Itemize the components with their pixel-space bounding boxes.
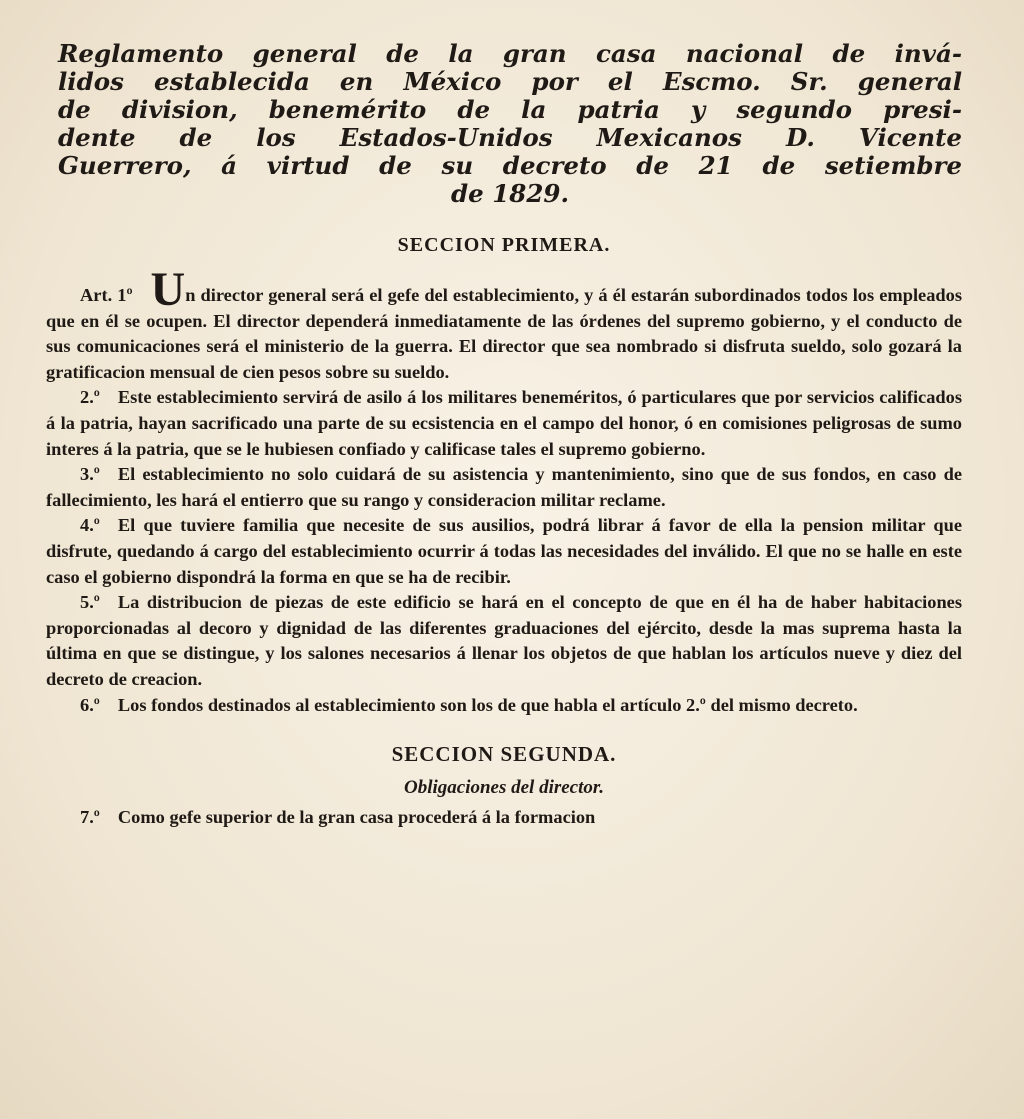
article-text: Los fondos destinados al establecimiento son los de que habla el artículo 2.º del mismo decreto. (117, 694, 858, 715)
article-6 (46, 693, 962, 719)
title-line: lidos establecida en México por el Escmo. Sr. general (58, 67, 962, 96)
article-number: Art. 1º (80, 285, 133, 305)
title-line: Reglamento general de la gran casa nacional de invá- (58, 39, 962, 68)
article-number: 3.º (80, 464, 100, 485)
article-5 (46, 590, 962, 692)
section-heading: SECCION SEGUNDA. (391, 742, 617, 767)
section-heading: SECCION PRIMERA. (397, 234, 611, 256)
article-text: El que tuviere familia que necesite de sus ausilios, podrá librar á favor de ella la pension militar que disfrute, quedando á cargo del establecimiento ocurrir á todas las necesidades del inválido. El que no se halle en este caso el gobierno dispondrá la forma en que se ha de recibir. (46, 515, 962, 587)
title-line: Guerrero, á virtud de su decreto de 21 de setiembre (58, 151, 962, 180)
drop-cap: U (150, 263, 186, 316)
article-text: n director general será el gefe del establecimiento, y á él estarán subordinados todos los empleados que en él se ocupen. El director dependerá inmediatamente de las órdenes del supremo gobierno, y el conducto de sus comunicaciones será el ministerio de la guerra. El director que sea nombrado si disfruta sueldo, solo gozará la gratificacion mensual de cien pesos sobre su sueldo. (46, 285, 962, 382)
article-number: 7.º (80, 807, 100, 828)
article-4 (46, 513, 962, 590)
title-line: de division, benemérito de la patria y segundo presi- (58, 95, 962, 124)
article-text: Como gefe superior de la gran casa procederá á la formacion (117, 807, 596, 828)
article-text: El establecimiento no solo cuidará de su asistencia y mantenimiento, sino que de sus fondos, en caso de fallecimiento, les hará el entierro que su rango y consideracion militar reclame. (46, 464, 962, 510)
article-number: 6.º (80, 694, 100, 715)
section-subheading: Obligaciones del director. (403, 777, 604, 799)
article-7 (46, 807, 962, 828)
article-number: 4.º (80, 515, 100, 536)
title-line: de 1829. (451, 179, 569, 208)
article-1 (46, 263, 962, 385)
article-3 (46, 462, 962, 513)
article-number: 2.º (80, 387, 100, 408)
document-title (58, 40, 962, 208)
article-text: La distribucion de piezas de este edificio se hará en el concepto de que en él ha de haber habitaciones proporcionadas al decoro y dignidad de las diferentes graduaciones del ejército, desde la mas suprema hasta la última en que se distingue, y los salones necesarios á llenar los objetos de que hablan los artículos nueve y diez del decreto de creacion. (46, 592, 962, 689)
article-2 (46, 385, 962, 462)
title-line: dente de los Estados-Unidos Mexicanos D. Vicente (58, 123, 962, 152)
article-number: 5.º (80, 592, 100, 613)
article-text: Este establecimiento servirá de asilo á los militares beneméritos, ó particulares que por servicios calificados á la patria, hayan sacrificado una parte de su ecsistencia en el campo del honor, ó en comisiones peligrosas de sumo interes á la patria, que se le hubiesen confiado y calificase tales el supremo gobierno. (46, 387, 962, 459)
